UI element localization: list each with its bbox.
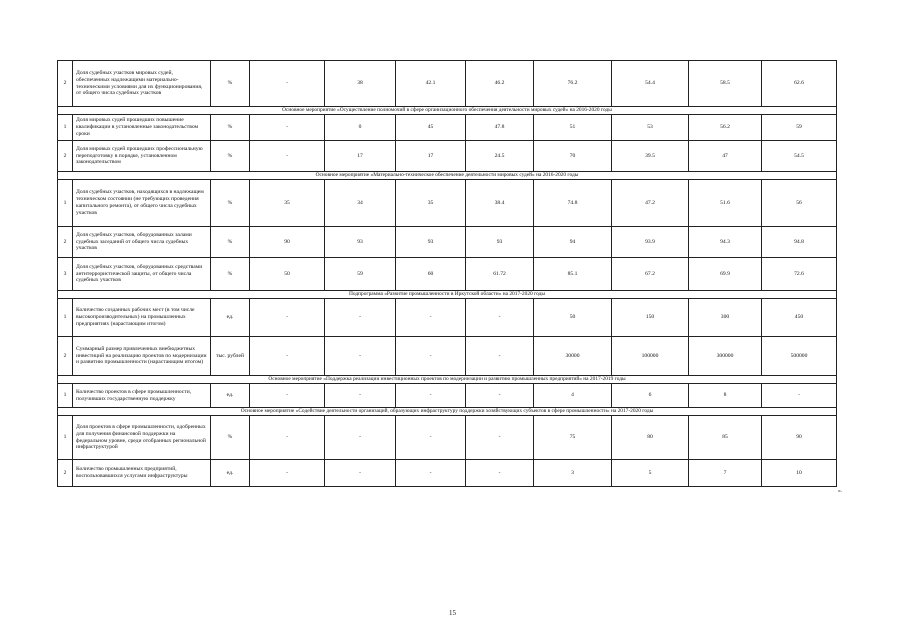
row-number-cell: 1 — [58, 299, 73, 337]
value-cell: 56.2 — [689, 115, 762, 141]
value-cell: - — [396, 460, 466, 487]
section-header-row — [58, 408, 837, 416]
indicator-name-cell: Доля проектов в сфере промышленности, одобренных для получения финансовой поддержки на федеральном уровне, среди отобранных региональной инфраструктурой — [73, 416, 211, 460]
value-cell: 90 — [762, 416, 837, 460]
value-cell: - — [762, 384, 837, 408]
section-title: Основное мероприятие «Поддержка реализации инвестиционных проектов по модернизации и развитию промышленных предприятий» на 2017-2019 годы — [58, 376, 837, 384]
row-number-cell: 2 — [58, 227, 73, 258]
value-cell: - — [250, 61, 325, 107]
value-cell: 300000 — [689, 337, 762, 376]
value-cell: 500000 — [762, 337, 837, 376]
unit-cell: тыс. рублей — [211, 337, 250, 376]
section-header-row — [58, 107, 837, 115]
section-header-row — [58, 376, 837, 384]
table-row — [58, 416, 837, 460]
value-cell: 300 — [689, 299, 762, 337]
value-cell: 93 — [396, 227, 466, 258]
value-cell: - — [396, 384, 466, 408]
table-row — [58, 61, 837, 107]
value-cell: - — [250, 141, 325, 172]
value-cell: 53 — [612, 115, 689, 141]
value-cell: 94.8 — [762, 227, 837, 258]
table-row — [58, 115, 837, 141]
value-cell: - — [250, 416, 325, 460]
value-cell: - — [250, 337, 325, 376]
unit-cell: % — [211, 141, 250, 172]
value-cell: 94 — [534, 227, 612, 258]
row-number-cell: 3 — [58, 258, 73, 291]
table-row — [58, 299, 837, 337]
value-cell: 80 — [612, 416, 689, 460]
value-cell: 3 — [534, 460, 612, 487]
indicator-name-cell: Доля мировых судей прошедших профессиональную переподготовку в порядке, установленном законодательством — [73, 141, 211, 172]
table-row — [58, 227, 837, 258]
value-cell: 51.6 — [689, 180, 762, 227]
value-cell: 5 — [612, 460, 689, 487]
table-row — [58, 141, 837, 172]
value-cell: 54.5 — [762, 141, 837, 172]
value-cell: 8 — [689, 384, 762, 408]
value-cell: 34 — [325, 180, 396, 227]
value-cell: - — [396, 299, 466, 337]
value-cell: 75 — [534, 416, 612, 460]
value-cell: 74.8 — [534, 180, 612, 227]
value-cell: 93.9 — [612, 227, 689, 258]
row-number-cell: 1 — [58, 180, 73, 227]
value-cell: 35 — [250, 180, 325, 227]
value-cell: - — [250, 115, 325, 141]
closing-quote-mark: ». — [838, 488, 843, 494]
table-row — [58, 460, 837, 487]
value-cell: - — [396, 416, 466, 460]
section-title: Основное мероприятие «Осуществление полномочий в сфере организационного обеспечения деятельности мировых судей» на 2016-2020 годы — [58, 107, 837, 115]
value-cell: 58.5 — [689, 61, 762, 107]
value-cell: 7 — [689, 460, 762, 487]
value-cell: 450 — [762, 299, 837, 337]
indicator-name-cell: Доля судебных участков, оборудованных залами судебных заседаний от общего числа судебных участков — [73, 227, 211, 258]
value-cell: 42.1 — [396, 61, 466, 107]
indicator-name-cell: Количество созданных рабочих мест (в том числе высокопроизводительных) на промышленных предприятиях (нарастающим итогом) — [73, 299, 211, 337]
value-cell: 59 — [325, 258, 396, 291]
indicator-name-cell: Доля судебных участков, оборудованных средствами антитеррористической защиты, от общего числа судебных участков — [73, 258, 211, 291]
section-title: Основное мероприятие «Материально-техническое обеспечение деятельности мировых судей» на 2016-2020 годы — [58, 172, 837, 180]
value-cell: - — [325, 460, 396, 487]
value-cell: 47.2 — [612, 180, 689, 227]
unit-cell: ед. — [211, 299, 250, 337]
row-number-cell: 1 — [58, 384, 73, 408]
value-cell: 45 — [396, 115, 466, 141]
page-number: 15 — [449, 609, 456, 617]
value-cell: 4 — [534, 384, 612, 408]
value-cell: 10 — [762, 460, 837, 487]
value-cell: 38.4 — [466, 180, 534, 227]
value-cell: - — [466, 384, 534, 408]
row-number-cell: 2 — [58, 141, 73, 172]
value-cell: - — [466, 299, 534, 337]
section-title: Основное мероприятие «Содействие деятельности организаций, образующих инфраструктуру поддержки хозяйствующих субъектов в сфере промышленности» на 2017-2020 годы — [58, 408, 837, 416]
value-cell: 56 — [762, 180, 837, 227]
section-header-row — [58, 291, 837, 299]
unit-cell: % — [211, 227, 250, 258]
value-cell: 59 — [762, 115, 837, 141]
value-cell: 50 — [534, 299, 612, 337]
value-cell: 39.5 — [612, 141, 689, 172]
value-cell: 47.8 — [466, 115, 534, 141]
value-cell: - — [250, 460, 325, 487]
value-cell: 76.2 — [534, 61, 612, 107]
value-cell: 100000 — [612, 337, 689, 376]
value-cell: 46.2 — [466, 61, 534, 107]
row-number-cell: 1 — [58, 115, 73, 141]
value-cell: - — [325, 416, 396, 460]
indicator-name-cell: Количество проектов в сфере промышленности, получивших государственную поддержку — [73, 384, 211, 408]
indicator-name-cell: Количество промышленных предприятий, воспользовавшихся услугами инфраструктуры — [73, 460, 211, 487]
indicator-name-cell: Суммарный размер привлеченных внебюджетных инвестиций на реализацию проектов по модернизации и развитию промышленности (нарастающим итогом) — [73, 337, 211, 376]
value-cell: 17 — [396, 141, 466, 172]
section-title: Подпрограмма «Развитие промышленности в Иркутской области» на 2017-2020 годы — [58, 291, 837, 299]
unit-cell: % — [211, 61, 250, 107]
value-cell: 85.1 — [534, 258, 612, 291]
value-cell: - — [396, 337, 466, 376]
value-cell: 17 — [325, 141, 396, 172]
value-cell: - — [325, 337, 396, 376]
value-cell: 0 — [325, 115, 396, 141]
indicators-table — [57, 60, 837, 487]
value-cell: - — [325, 384, 396, 408]
value-cell: 47 — [689, 141, 762, 172]
table-row — [58, 180, 837, 227]
value-cell: - — [325, 299, 396, 337]
value-cell: 93 — [466, 227, 534, 258]
row-number-cell: 1 — [58, 416, 73, 460]
value-cell: 35 — [396, 180, 466, 227]
value-cell: - — [466, 337, 534, 376]
value-cell: 67.2 — [612, 258, 689, 291]
value-cell: 85 — [689, 416, 762, 460]
value-cell: - — [250, 299, 325, 337]
value-cell: 51 — [534, 115, 612, 141]
unit-cell: ед. — [211, 460, 250, 487]
unit-cell: % — [211, 180, 250, 227]
table-row — [58, 384, 837, 408]
unit-cell: % — [211, 258, 250, 291]
unit-cell: % — [211, 115, 250, 141]
value-cell: 70 — [534, 141, 612, 172]
value-cell: 94.3 — [689, 227, 762, 258]
value-cell: 150 — [612, 299, 689, 337]
value-cell: 38 — [325, 61, 396, 107]
unit-cell: % — [211, 416, 250, 460]
value-cell: - — [250, 384, 325, 408]
value-cell: - — [466, 416, 534, 460]
value-cell: - — [466, 460, 534, 487]
value-cell: 90 — [250, 227, 325, 258]
unit-cell: ед. — [211, 384, 250, 408]
value-cell: 6 — [612, 384, 689, 408]
row-number-cell: 2 — [58, 460, 73, 487]
section-header-row — [58, 172, 837, 180]
value-cell: 62.6 — [762, 61, 837, 107]
value-cell: 54.4 — [612, 61, 689, 107]
value-cell: 69.9 — [689, 258, 762, 291]
value-cell: 72.6 — [762, 258, 837, 291]
value-cell: 30000 — [534, 337, 612, 376]
value-cell: 24.5 — [466, 141, 534, 172]
row-number-cell: 2 — [58, 337, 73, 376]
value-cell: 50 — [250, 258, 325, 291]
indicator-name-cell: Доля мировых судей прошедших повышение квалификации в установленные законодательством сроки — [73, 115, 211, 141]
value-cell: 61.72 — [466, 258, 534, 291]
table-row — [58, 258, 837, 291]
indicator-name-cell: Доля судебных участков мировых судей, обеспеченных надлежащими материально-техническими условиями для их функционирования, от общего числа судебных участков — [73, 61, 211, 107]
table-row — [58, 337, 837, 376]
value-cell: 93 — [325, 227, 396, 258]
value-cell: 60 — [396, 258, 466, 291]
row-number-cell: 2 — [58, 61, 73, 107]
indicator-name-cell: Доля судебных участков, находящихся в надлежащем техническом состоянии (не требующих проведения капитального ремонта), от общего числа судебных участков — [73, 180, 211, 227]
